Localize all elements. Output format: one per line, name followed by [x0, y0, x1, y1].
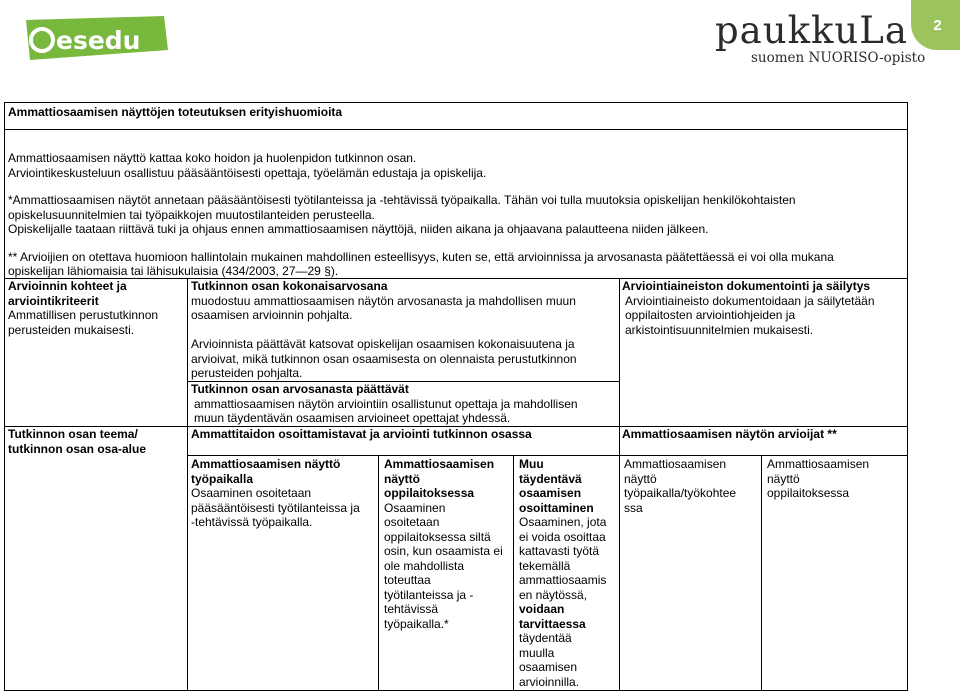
table-rule: [378, 455, 379, 691]
school-text: osin, kun osaamista ei: [384, 544, 503, 558]
workplace-text: pääsääntöisesti työtilanteissa ja: [191, 501, 360, 515]
page-number-badge: [911, 0, 960, 50]
documentation-heading: Arviointiaineiston dokumentointi ja säilytys: [622, 279, 871, 293]
other-text: täydentää: [519, 631, 572, 645]
theme-heading: Tutkinnon osan teema/: [8, 427, 138, 441]
school-heading: näyttö: [384, 472, 420, 486]
school-text: työpaikalla.*: [384, 617, 449, 631]
methods-heading: Ammattitaidon osoittamistavat ja arviointi tutkinnon osassa: [191, 427, 532, 441]
total-grade-text: osaamisen arvioinnin pohjalta.: [191, 308, 353, 322]
table-rule: [4, 129, 908, 130]
intro-line: Arviointikeskusteluun osallistuu pääsääntöisesti opettaja, työelämän edustaja ja opiskelija.: [8, 166, 487, 180]
workplace-text: Osaaminen osoitetaan: [191, 486, 312, 500]
workplace-heading: Ammattiosaamisen näyttö: [191, 457, 341, 471]
other-text: ei voida osoittaa: [519, 530, 606, 544]
school-text: työtilanteissa ja -: [384, 588, 474, 602]
criteria-text: Ammatillisen perustutkinnon: [8, 308, 159, 322]
other-text: Osaaminen, jota: [519, 515, 607, 529]
other-text: tekemällä: [519, 559, 571, 573]
intro-line: Opiskelijalle taataan riittävä tuki ja ohjaus ennen ammattiosaamisen näyttöjä, niiden aikana ja ohjaavana palautteena niiden jälkeen.: [8, 222, 709, 236]
evaluator-workplace: ssa: [624, 501, 643, 515]
intro-line: *Ammattiosaamisen näytöt annetaan pääsääntöisesti työtilanteissa ja -tehtävissä työpaikalla. Tähän voi tulla muutoksia opiskelijan henkilökohtaisten: [8, 193, 796, 207]
evaluators-heading: Ammattiosaamisen näytön arvioijat **: [622, 427, 837, 441]
other-heading: osaamisen: [519, 486, 582, 500]
documentation-text: arkistointisuunnitelmien mukaisesti.: [625, 323, 814, 337]
intro-line: opiskelijan lähiomaisia tai lähisukulaisia (434/2003, 27—29 §).: [8, 264, 339, 278]
other-text: en näytössä,: [519, 588, 588, 602]
intro-line: Ammattiosaamisen näyttö kattaa koko hoidon ja huolenpidon tutkinnon osan.: [8, 151, 417, 165]
other-text: muulla: [519, 646, 555, 660]
evaluator-workplace: Ammattiosaamisen: [624, 457, 727, 471]
evaluator-workplace: työpaikalla/työkohtee: [624, 486, 737, 500]
other-text: osaamisen: [519, 660, 578, 674]
paukkula-logo: [715, 9, 926, 68]
workplace-heading: työpaikalla: [191, 472, 254, 486]
other-bold-text: tarvittaessa: [519, 617, 586, 631]
grade-deciders-text: muun täydentävän osaamisen arvioineet opettajat yhdessä.: [194, 411, 511, 425]
other-bold-text: voidaan: [519, 602, 565, 616]
school-text: ole mahdollista: [384, 559, 465, 573]
school-heading: Ammattiosaamisen: [384, 457, 495, 471]
documentation-text: oppilaitosten arviointiohjeiden ja: [625, 308, 796, 322]
evaluator-school: Ammattiosaamisen: [767, 457, 870, 471]
school-text: osoitetaan: [384, 515, 440, 529]
grade-deciders-text: ammattiosaamisen näytön arviointiin osallistunut opettaja ja mahdollisen: [194, 397, 578, 411]
grade-deciders-heading: Tutkinnon osan arvosanasta päättävät: [191, 382, 409, 396]
other-text: kattavasti työtä: [519, 544, 600, 558]
intro-line: ** Arvioijien on otettava huomioon hallintolain mukainen mahdollinen esteellisyys, kuten se, että arvioinnissa ja arvosanasta päätettäessä ei voi olla mukana: [8, 250, 834, 264]
school-text: toteuttaa: [384, 573, 431, 587]
intro-line: opiskelusuunnitelmien tai työpaikkojen muutostilanteiden perusteella.: [8, 208, 375, 222]
table-rule: [513, 455, 514, 691]
total-grade-text: arvioivat, mikä tutkinnon osan osaamisesta on olennaista perustutkinnon: [191, 352, 577, 366]
school-text: Osaaminen: [384, 501, 446, 515]
theme-heading: tutkinnon osan osa-alue: [8, 442, 147, 456]
evaluator-school: oppilaitoksessa: [767, 486, 850, 500]
total-grade-heading: Tutkinnon osan kokonaisarvosana: [191, 279, 388, 293]
criteria-heading: Arvioinnin kohteet ja: [8, 279, 127, 293]
criteria-heading: arviointikriteerit: [8, 294, 99, 308]
documentation-text: Arviointiaineisto dokumentoidaan ja säilytetään: [625, 294, 875, 308]
esedu-logo: [22, 14, 168, 62]
other-heading: osoittaminen: [519, 501, 594, 515]
other-heading: täydentävä: [519, 472, 582, 486]
paukkula-logo-text: paukkuLa: [715, 9, 908, 52]
paukkula-logo-subtitle: suomen NUORISO-opisto: [751, 50, 926, 66]
criteria-text: perusteiden mukaisesti.: [8, 323, 135, 337]
other-text: ammattiosaamis: [519, 573, 607, 587]
table-rule: [619, 278, 620, 691]
school-text: tehtävissä: [384, 602, 439, 616]
table-rule: [761, 455, 762, 691]
school-text: oppilaitoksessa siltä: [384, 530, 491, 544]
total-grade-text: muodostuu ammattiosaamisen näytön arvosanasta ja mahdollisen muun: [191, 294, 576, 308]
school-heading: oppilaitoksessa: [384, 486, 475, 500]
other-text: arvioinnilla.: [519, 675, 580, 689]
total-grade-text: Arvioinnista päättävät katsovat opiskelijan osaamisen kokonaisuutena ja: [191, 337, 575, 351]
workplace-text: -tehtävissä työpaikalla.: [191, 515, 313, 529]
evaluator-school: näyttö: [767, 472, 800, 486]
other-heading: Muu: [519, 457, 544, 471]
page-number: 2: [933, 16, 942, 34]
esedu-logo-text: esedu: [56, 26, 141, 55]
table-rule: [187, 455, 908, 456]
total-grade-text: perusteiden pohjalta.: [191, 366, 303, 380]
evaluator-workplace: näyttö: [624, 472, 657, 486]
page-title: Ammattiosaamisen näyttöjen toteutuksen erityishuomioita: [8, 105, 343, 119]
table-rule: [187, 278, 188, 691]
